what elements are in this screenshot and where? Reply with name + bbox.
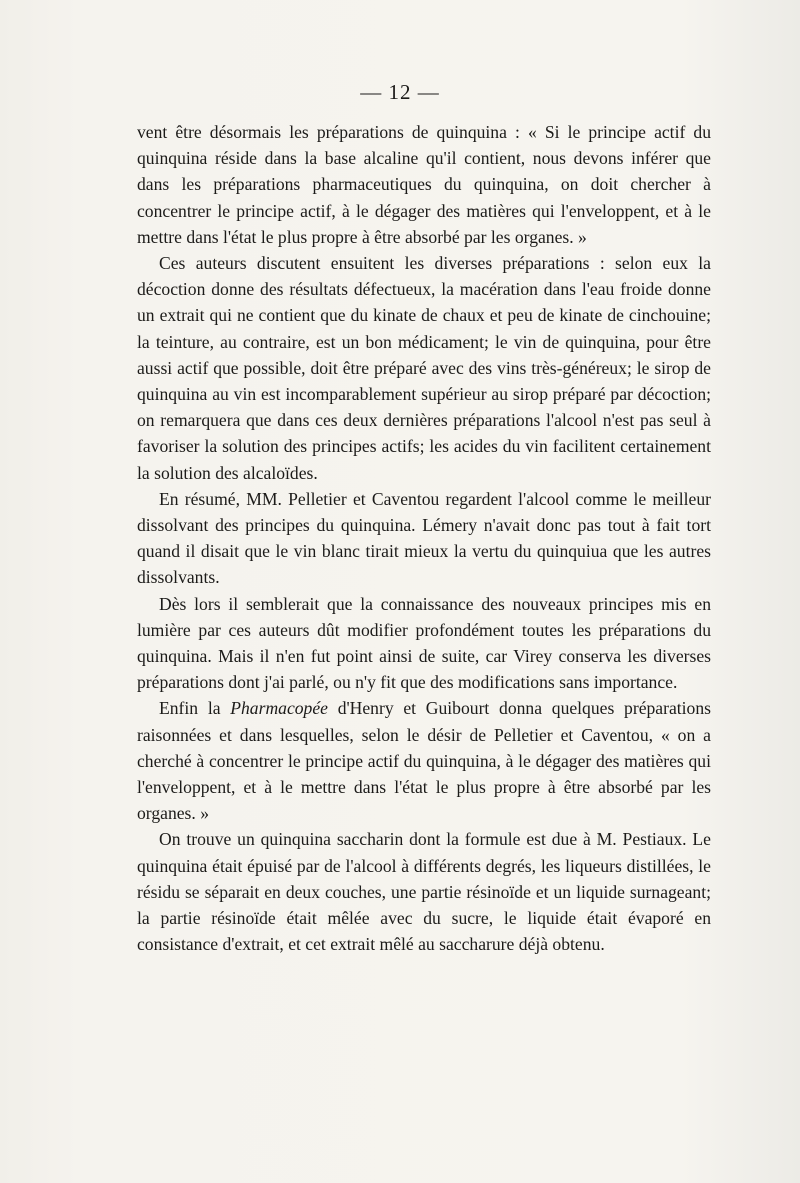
- paragraph-pharmacopee-before: Enfin la: [159, 698, 231, 719]
- pharmacopee-title: Pharmacopée: [230, 698, 328, 719]
- paragraph-pharmacopee-after: d'Henry et Guibourt donna quelques préparations raisonnées et dans lesquelles, selon le désir de Pelletier et Caventou, « on a cherché à concentrer le principe actif du quinquina, à le dégager des matières qui l'enveloppent, et à le mettre dans l'état le plus propre à être absorbé par les organes. »: [137, 698, 711, 824]
- paragraph-pharmacopee: [137, 695, 711, 826]
- body-text: [137, 119, 711, 958]
- paragraph-continued-quote: vent être désormais les préparations de quinquina : « Si le principe actif du quinquina réside dans la base alcaline qu'il contient, nous devons inférer que dans les préparations pharmaceutiques du quinquina, on doit chercher à concentrer le principe actif, à le dégager des matières qui l'enveloppent, et à le mettre dans l'état le plus propre à être absorbé par les organes. »: [137, 122, 711, 247]
- paragraph-new-principles: Dès lors il semblerait que la connaissance des nouveaux principes mis en lumière par ces auteurs dût modifier profondément toutes les préparations du quinquina. Mais il n'en fut point ainsi de suite, car Virey conserva les diverses préparations dont j'ai parlé, ou n'y fit que des modifications sans importance.: [137, 593, 711, 693]
- paragraph-preparations-discussion: Ces auteurs discutent ensuitent les diverses préparations : selon eux la décoction donne des résultats défectueux, la macération dans l'eau froide donne un extrait qui ne contient que du kinate de chaux et peu de kinate de cinchouine; la teinture, au contraire, est un bon médicament; le vin de quinquina, pour être aussi actif que possible, doit être préparé avec des vins très-généreux; le sirop de quinquina au vin est incomparablement supérieur au sirop préparé par décoction; on remarquera que dans ces deux dernières préparations l'alcool n'est pas seul à favoriser la solution des principes actifs; les acides du vin facilitent certainement la solution des alcaloïdes.: [137, 253, 711, 483]
- paragraph-summary-alcohol: En résumé, MM. Pelletier et Caventou regardent l'alcool comme le meilleur dissolvant des principes du quinquina. Lémery n'avait donc pas tout à fait tort quand il disait que le vin blanc tirait mieux la vertu du quinquiua que les autres dissolvants.: [137, 488, 711, 588]
- page-number: — 12 —: [360, 80, 440, 104]
- paragraph-quinquina-saccharin: On trouve un quinquina saccharin dont la formule est due à M. Pestiaux. Le quinquina était épuisé par de l'alcool à différents degrés, les liqueurs distillées, le résidu se séparait en deux couches, une partie résinoïde et un liquide surnageant; la partie résinoïde était mêlée avec du sucre, le liquide était évaporé en consistance d'extrait, et cet extrait mêlé au saccharure déjà obtenu.: [137, 829, 711, 955]
